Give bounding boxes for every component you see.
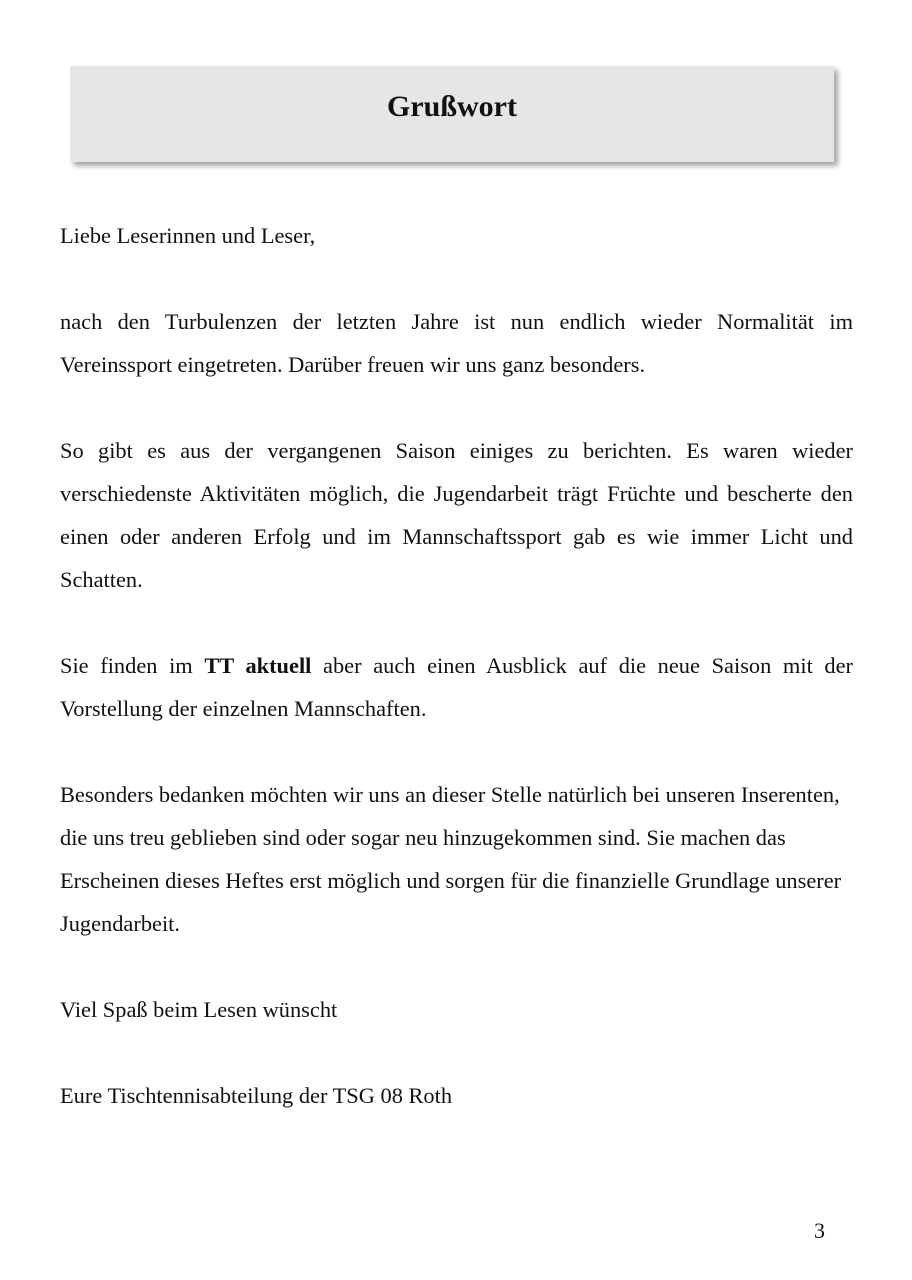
paragraph-thanks: Besonders bedanken möchten wir uns an dieser Stelle natürlich bei unseren Inserenten, die uns treu geblieben sind oder sogar neu hinzugekommen sind. Sie machen das Erscheinen dieses Heftes erst möglich und sorgen für die finanzielle Grundlage unserer Jugendarbeit. [60,782,842,936]
page-number: 3 [814,1218,825,1243]
page-title: Grußwort [387,90,517,123]
closing: Viel Spaß beim Lesen wünscht [60,997,338,1022]
paragraph-normality: nach den Turbulenzen der letzten Jahre ist nun endlich wieder Normalität im Vereinssport eingetreten. Darüber freuen wir uns ganz besonders. [60,309,853,377]
title-box [70,66,834,162]
letter-body [60,214,853,1160]
paragraph-outlook-before: Sie finden im [60,653,205,678]
salutation: Liebe Leserinnen und Leser, [60,223,316,248]
magazine-name: TT aktuell [204,653,312,678]
paragraph-outlook-after: aber auch einen Ausblick auf die neue Saison mit der Vorstellung der einzelnen Mannschaften. [60,653,854,721]
paragraph-outlook [60,644,853,730]
paragraph-season-review: So gibt es aus der vergangenen Saison einiges zu berichten. Es waren wieder verschiedenste Aktivitäten möglich, die Jugendarbeit trägt Früchte und bescherte den einen oder anderen Erfolg und im Mannschaftssport gab es wie immer Licht und Schatten. [60,438,853,592]
signature: Eure Tischtennisabteilung der TSG 08 Roth [60,1083,453,1108]
